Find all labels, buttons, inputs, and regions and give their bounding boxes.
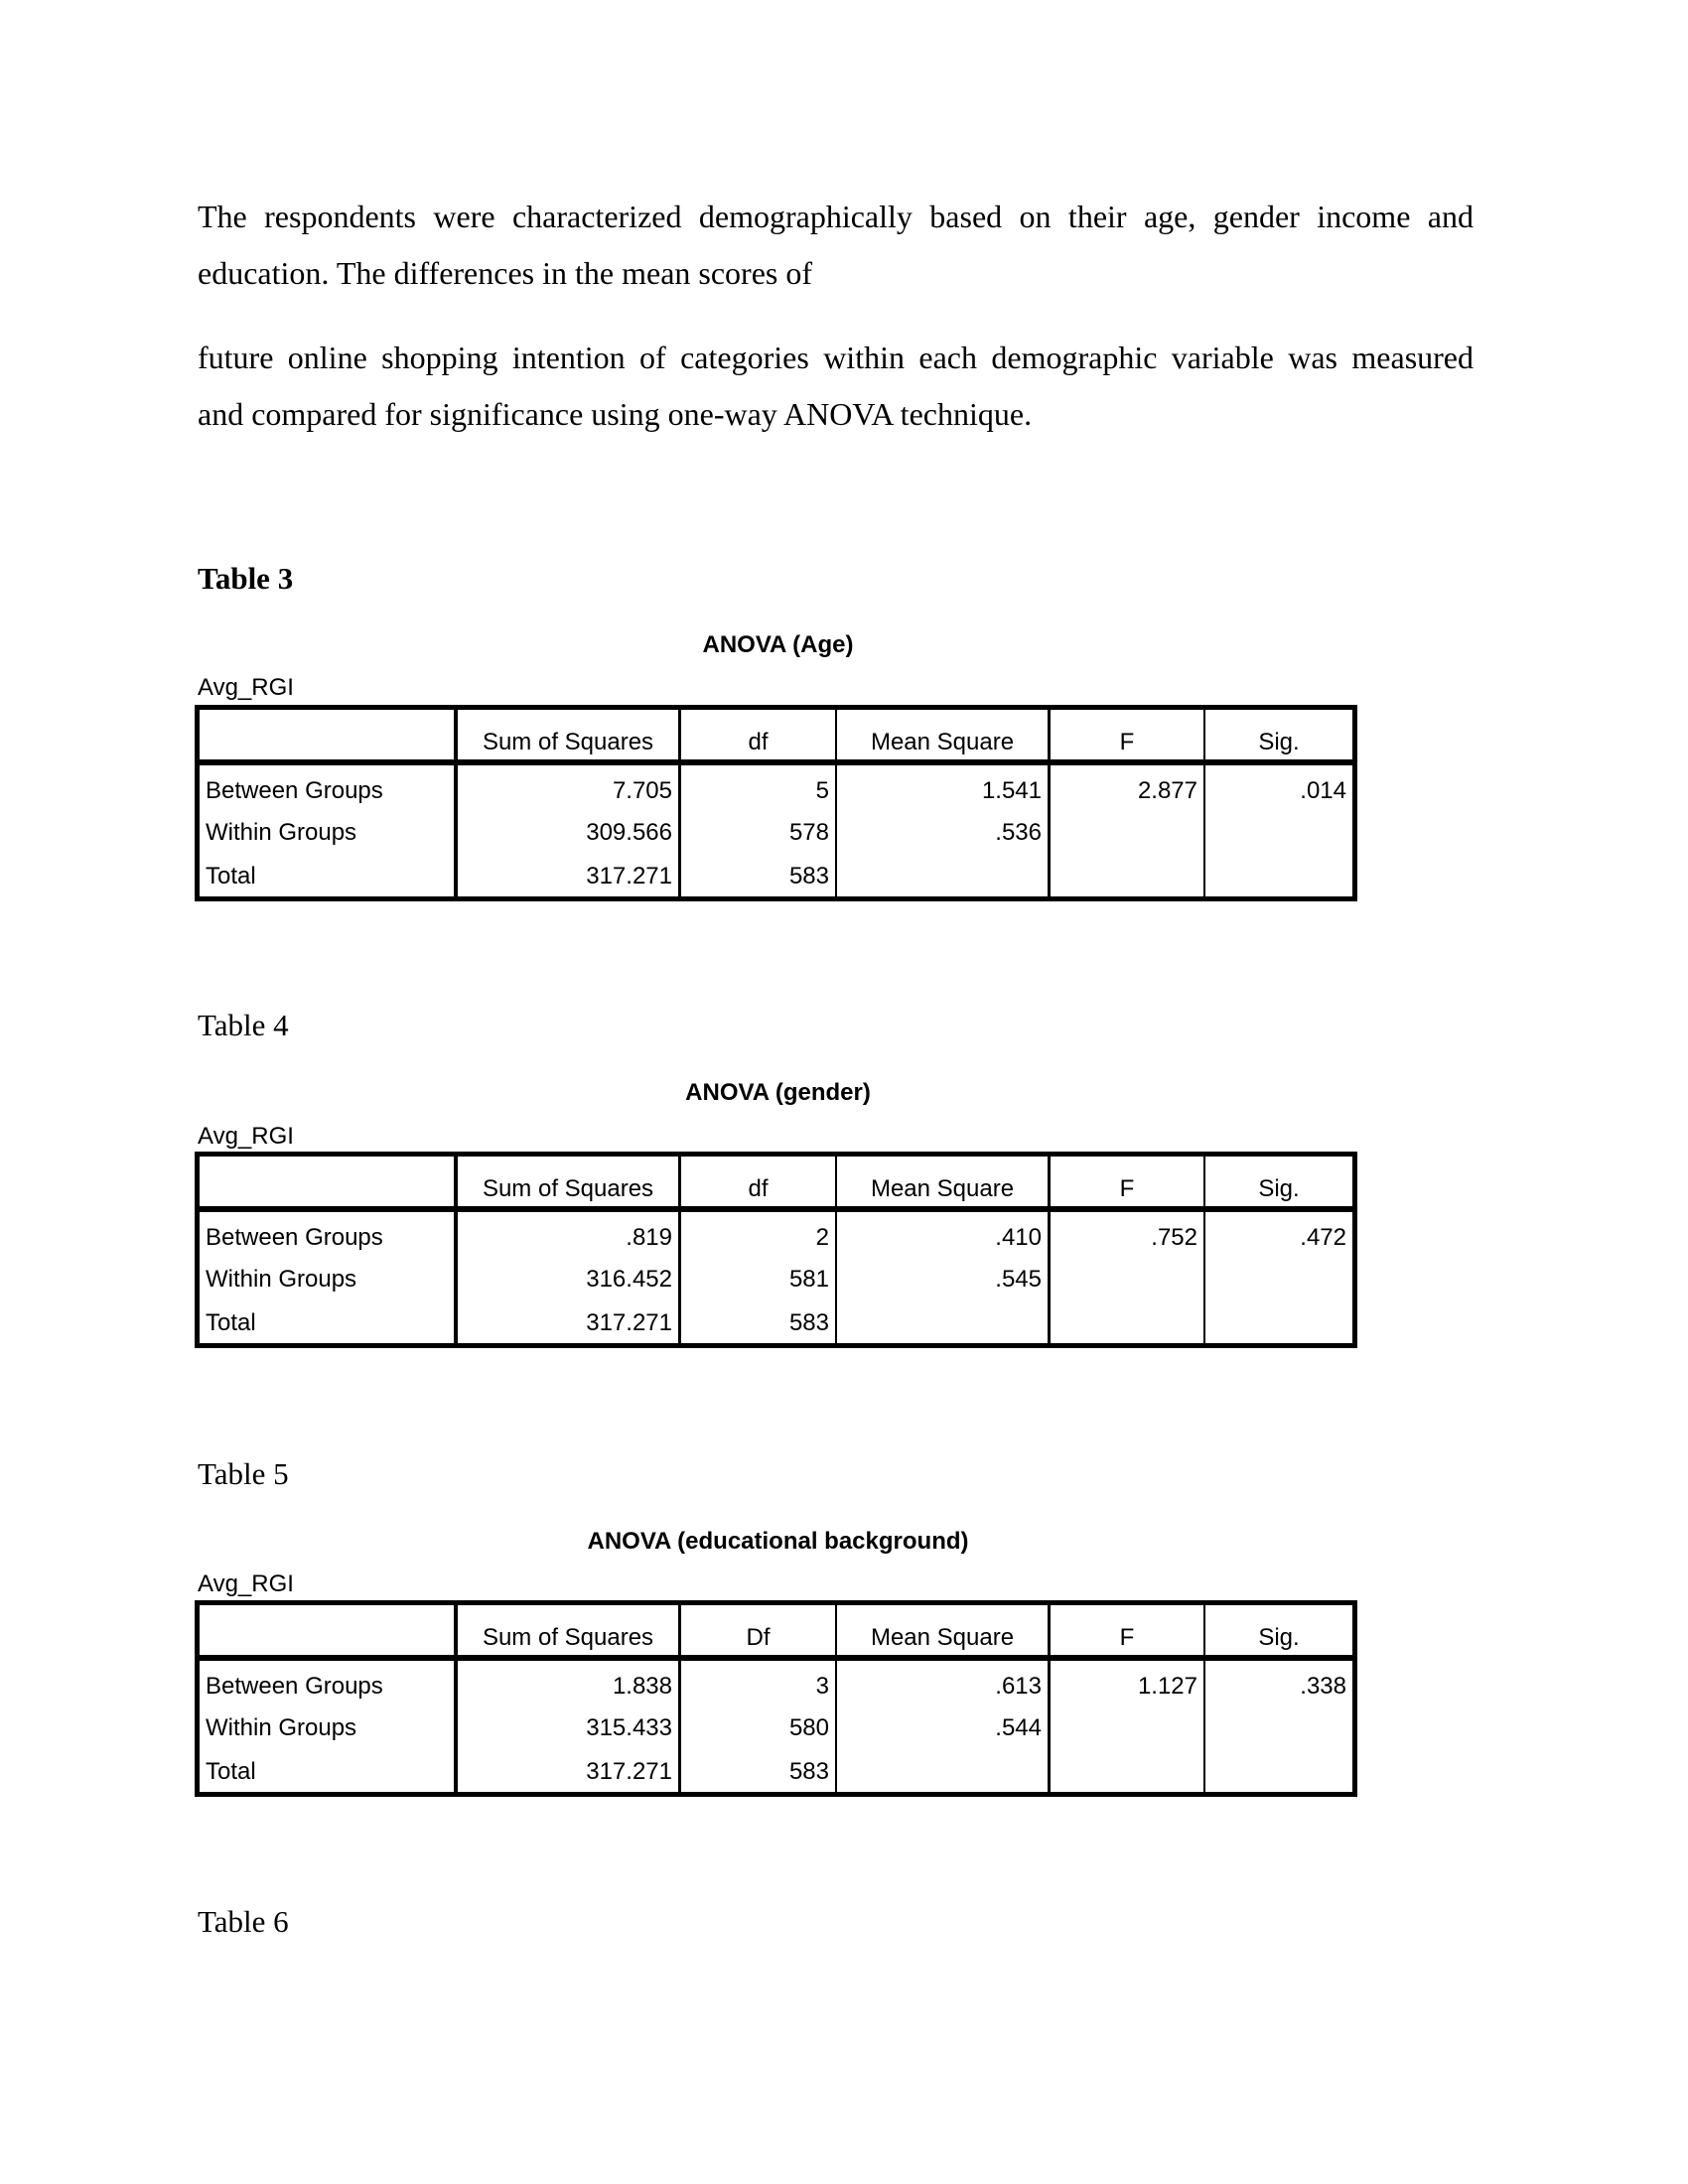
table-header-row (200, 1605, 1352, 1661)
dependent-variable-label: Avg_RGI (198, 674, 294, 701)
header-cell (200, 1605, 458, 1655)
table-cell: 578 (681, 809, 837, 853)
table-header-row (200, 1157, 1352, 1212)
table-cell (1051, 1299, 1205, 1343)
table-cell (1051, 853, 1205, 896)
header-cell: Sum of Squares (458, 710, 681, 759)
row-label: Within Groups (200, 809, 458, 853)
table-cell: .014 (1300, 777, 1346, 804)
intro-line: and compared for significance using one-way ANOVA technique. (198, 396, 1033, 432)
table-cell: 581 (681, 1256, 837, 1299)
table-cell: 309.566 (458, 809, 681, 853)
table-cell: 1.127 (1051, 1661, 1205, 1705)
table-cell: 583 (681, 853, 837, 896)
intro-line: education. The differences in the mean scores of (198, 255, 813, 291)
table-label: Table 5 (198, 1456, 289, 1491)
intro-line: future online shopping intention of categories within each demographic variable was measured (198, 340, 1474, 375)
table-cell: .545 (837, 1256, 1051, 1299)
table-title: ANOVA (educational background) (587, 1528, 969, 1555)
table-row (200, 765, 1352, 809)
table-cell: .544 (837, 1705, 1051, 1748)
table-cell: 316.452 (458, 1256, 681, 1299)
header-cell: F (1051, 710, 1205, 759)
header-cell: Sig. (1258, 1175, 1300, 1202)
table-cell (1051, 1256, 1205, 1299)
table-cell: 315.433 (458, 1705, 681, 1748)
table-cell: 1.541 (837, 765, 1051, 809)
table-cell (837, 853, 1051, 896)
table-cell: .338 (1300, 1673, 1346, 1700)
anova-table-gender (195, 1152, 1357, 1348)
header-cell: Sig. (1258, 729, 1300, 755)
table-label: Table 4 (198, 1008, 289, 1042)
table-title: ANOVA (gender) (685, 1079, 871, 1106)
row-label: Total (200, 1748, 458, 1792)
table-cell (837, 1748, 1051, 1792)
table-cell: 583 (681, 1299, 837, 1343)
table-cell (1205, 1705, 1352, 1748)
table-cell: 2.877 (1051, 765, 1205, 809)
table-cell: 317.271 (458, 1748, 681, 1792)
row-label: Total (200, 1299, 458, 1343)
row-label: Within Groups (200, 1705, 458, 1748)
row-label: Total (200, 853, 458, 896)
table-cell: 3 (681, 1661, 837, 1705)
table-label: Table 6 (198, 1904, 289, 1939)
table-cell (1205, 853, 1352, 896)
table-cell (837, 1299, 1051, 1343)
row-label: Between Groups (200, 1661, 458, 1705)
table-cell (1205, 1256, 1352, 1299)
header-cell (200, 1157, 458, 1206)
table-cell: .472 (1300, 1224, 1346, 1251)
table-cell: 2 (681, 1212, 837, 1256)
table-header-row (200, 710, 1352, 765)
header-cell: Df (681, 1605, 837, 1655)
intro-line: The respondents were characterized demographically based on their age, gender income and (198, 199, 1474, 234)
header-cell: Mean Square (837, 1605, 1051, 1655)
header-cell (200, 710, 458, 759)
table-cell: 7.705 (458, 765, 681, 809)
row-label: Between Groups (200, 765, 458, 809)
table-cell: 317.271 (458, 853, 681, 896)
table-cell: 5 (681, 765, 837, 809)
table-row (200, 853, 1352, 896)
table-cell: .613 (837, 1661, 1051, 1705)
table-cell: 583 (681, 1748, 837, 1792)
table-cell: 317.271 (458, 1299, 681, 1343)
anova-table-education (195, 1600, 1357, 1797)
table-cell: .819 (458, 1212, 681, 1256)
header-cell: F (1051, 1157, 1205, 1206)
table-cell: .752 (1051, 1212, 1205, 1256)
table-cell (1205, 1748, 1352, 1792)
row-label: Within Groups (200, 1256, 458, 1299)
table-row (200, 809, 1352, 853)
intro-paragraph-2 (198, 330, 1474, 443)
table-row (200, 1661, 1352, 1705)
header-cell: Mean Square (837, 1157, 1051, 1206)
table-row (200, 1212, 1352, 1256)
table-row (200, 1705, 1352, 1748)
table-cell (1051, 1748, 1205, 1792)
table-title: ANOVA (Age) (702, 631, 854, 658)
table-cell: .410 (837, 1212, 1051, 1256)
table-row (200, 1748, 1352, 1792)
table-row (200, 1256, 1352, 1299)
table-label: Table 3 (198, 561, 294, 596)
table-cell: 1.838 (458, 1661, 681, 1705)
intro-paragraph-1 (198, 189, 1474, 302)
table-cell (1051, 1705, 1205, 1748)
header-cell: Sum of Squares (458, 1605, 681, 1655)
row-label: Between Groups (200, 1212, 458, 1256)
header-cell: Sum of Squares (458, 1157, 681, 1206)
header-cell: Mean Square (837, 710, 1051, 759)
header-cell: Sig. (1258, 1624, 1300, 1651)
header-cell: F (1051, 1605, 1205, 1655)
table-row (200, 1299, 1352, 1343)
table-cell: .536 (837, 809, 1051, 853)
table-cell: 580 (681, 1705, 837, 1748)
dependent-variable-label: Avg_RGI (198, 1123, 294, 1150)
anova-table-age (195, 705, 1357, 901)
header-cell: df (681, 1157, 837, 1206)
dependent-variable-label: Avg_RGI (198, 1570, 294, 1597)
table-cell (1205, 809, 1352, 853)
table-cell (1205, 1299, 1352, 1343)
table-cell (1051, 809, 1205, 853)
header-cell: df (681, 710, 837, 759)
